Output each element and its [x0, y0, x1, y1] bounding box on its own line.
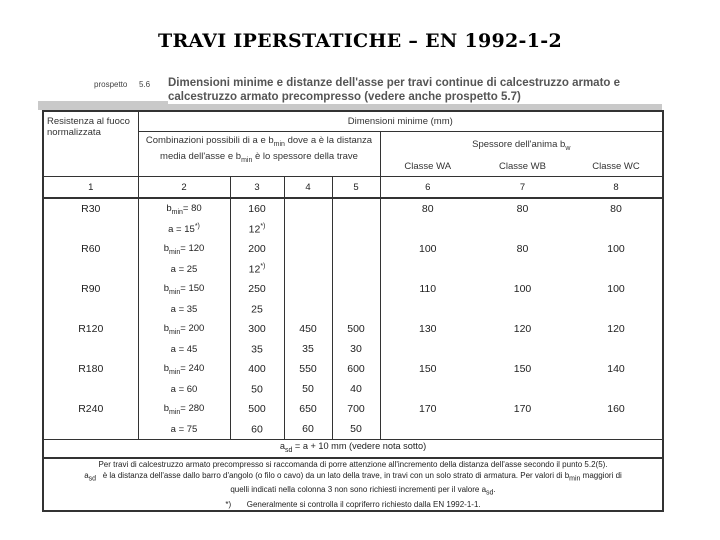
- note-line: Per travi di calcestruzzo armato precompresso si raccomanda di porre attenzione all'incremento della distanza dell'asse secondo il punto 5.2(5).: [98, 459, 608, 469]
- bmin-cell: $b_{min}= 240$: [138, 359, 230, 379]
- table-row: [43, 399, 663, 419]
- col3-a-value: 35: [230, 339, 284, 359]
- fire-class: R180: [78, 363, 104, 375]
- header-fire-resistance: Resistenza al fuoco normalizzata: [43, 111, 138, 177]
- dimensions-table: [42, 110, 664, 512]
- col3-value: 160: [230, 198, 284, 219]
- classe-wb-value: 170: [513, 403, 532, 415]
- classe-wb-value: 100: [513, 283, 532, 295]
- col5-a-value: [332, 259, 380, 279]
- note-line: $a_{sd}$ è la distanza dell'asse dallo barro d'angolo (o filo o cavo) da un lato della trave, in travi con un solo strato di armatura. Per valori di $b_{min}$ maggiori di: [84, 470, 622, 483]
- bmin-cell: $b_{min}= 120$: [138, 239, 230, 259]
- a-cell: a = 35: [138, 299, 230, 319]
- bmin-cell: $b_{min}= 200$: [138, 319, 230, 339]
- header-web-thickness: Spessore dell'anima $b_w$: [380, 132, 663, 157]
- classe-wc-value: 140: [607, 363, 625, 375]
- col3-value: 200: [230, 239, 284, 259]
- header-classe-wc: Classe WC: [570, 156, 663, 177]
- col3-a-value: 50: [230, 379, 284, 399]
- classe-wb-value: 80: [516, 203, 529, 215]
- col-number: 6: [380, 177, 475, 199]
- col-number: 8: [570, 177, 663, 199]
- col4-value: [284, 198, 332, 219]
- fire-class: R30: [81, 203, 101, 215]
- col4-value: 550: [284, 359, 332, 379]
- col4-value: 650: [284, 399, 332, 419]
- table-row: [43, 299, 663, 319]
- col3-a-value: 12*): [230, 259, 284, 279]
- classe-wc-value: 160: [607, 403, 625, 415]
- col3-a-value: 25: [230, 299, 284, 319]
- col5-value: [332, 239, 380, 259]
- scanned-document: [38, 74, 662, 516]
- header-min-dims: Dimensioni minime (mm): [138, 111, 663, 132]
- col5-value: [332, 198, 380, 219]
- table-row: [43, 319, 663, 339]
- classe-wb-value: 120: [513, 323, 532, 335]
- prospetto-number: 5.6: [139, 80, 151, 89]
- col3-value: 300: [230, 319, 284, 339]
- classe-wa-value: 100: [380, 239, 475, 259]
- note-line: *) Generalmente si controlla il copriferro richiesto dalla EN 1992-1-1.: [225, 500, 481, 510]
- classe-wa-value: 80: [380, 198, 475, 219]
- col3-a-value: 12*): [230, 219, 284, 239]
- col-number: 7: [475, 177, 570, 199]
- col5-a-value: [332, 299, 380, 319]
- fire-class: R240: [78, 403, 104, 415]
- col4-a-value: [284, 299, 332, 319]
- table-row: [43, 279, 663, 299]
- table-row: [43, 339, 663, 359]
- col4-a-value: 50: [284, 379, 332, 399]
- classe-wa-value: 170: [380, 399, 475, 419]
- fire-class: R120: [78, 323, 104, 335]
- note-line: quelli indicati nella colonna 3 non sono richiesti incrementi per il valore $a_{sd}$.: [230, 485, 496, 498]
- classe-wc-value: 100: [607, 243, 625, 255]
- col-number: 4: [284, 177, 332, 199]
- header-row-1: [43, 111, 663, 132]
- notes-row: [43, 458, 663, 511]
- col5-a-value: 40: [332, 379, 380, 399]
- bmin-cell: $b_{min}= 150$: [138, 279, 230, 299]
- classe-wc-value: 120: [607, 323, 625, 335]
- col4-a-value: [284, 259, 332, 279]
- a-cell: a = 75: [138, 419, 230, 440]
- classe-wa-value: 150: [380, 359, 475, 379]
- a-cell: a = 60: [138, 379, 230, 399]
- col4-value: [284, 279, 332, 299]
- col4-a-value: 60: [284, 419, 332, 440]
- slide-title: TRAVI IPERSTATICHE – EN 1992-1-2: [158, 30, 562, 52]
- bmin-cell: $b_{min}= 280$: [138, 399, 230, 419]
- col-number: 1: [43, 177, 138, 199]
- classe-wb-value: 80: [516, 243, 529, 255]
- bmin-cell: $b_{min}= 80$: [138, 198, 230, 219]
- col5-a-value: 30: [332, 339, 380, 359]
- notes-block: [43, 458, 663, 511]
- table-row: [43, 379, 663, 399]
- a-cell: a = 25: [138, 259, 230, 279]
- table-row: [43, 219, 663, 239]
- prospetto-title: Dimensioni minime e distanze dell'asse per travi continue di calcestruzzo armato e calcestruzzo armato precompresso (vedere anche prospetto 5.7): [168, 76, 664, 104]
- header-combinations: Combinazioni possibili di a e $b_{min}$ dove a è la distanza media dell'asse e $b_{min}$ è lo spessore della trave: [138, 132, 380, 177]
- fire-class: R90: [81, 283, 101, 295]
- table-row: [43, 198, 663, 219]
- table-row: [43, 419, 663, 440]
- classe-wc-value: 80: [610, 203, 622, 215]
- col3-value: 250: [230, 279, 284, 299]
- col4-value: [284, 239, 332, 259]
- prospetto-label: prospetto: [94, 80, 128, 89]
- col5-value: 600: [332, 359, 380, 379]
- table-row: [43, 359, 663, 379]
- asd-note-row: [43, 440, 663, 458]
- fire-class: R60: [81, 243, 101, 255]
- col4-a-value: 35: [284, 339, 332, 359]
- column-numbers-row: [43, 177, 663, 199]
- col-number: 5: [332, 177, 380, 199]
- a-cell: a = 15*): [138, 219, 230, 239]
- col5-a-value: [332, 219, 380, 239]
- table-row: [43, 259, 663, 279]
- col5-a-value: 50: [332, 419, 380, 440]
- classe-wc-value: 100: [607, 283, 625, 295]
- col-number: 3: [230, 177, 284, 199]
- col5-value: 500: [332, 319, 380, 339]
- col4-a-value: [284, 219, 332, 239]
- col3-value: 400: [230, 359, 284, 379]
- col3-value: 500: [230, 399, 284, 419]
- col3-a-value: 60: [230, 419, 284, 440]
- classe-wa-value: 110: [380, 279, 475, 299]
- col-number: 2: [138, 177, 230, 199]
- header-classe-wb: Classe WB: [475, 156, 570, 177]
- asd-note: $a_{sd} = a + 10$ mm (vedere nota sotto): [43, 440, 663, 458]
- col4-value: 450: [284, 319, 332, 339]
- a-cell: a = 45: [138, 339, 230, 359]
- classe-wa-value: 130: [380, 319, 475, 339]
- col5-value: [332, 279, 380, 299]
- header-classe-wa: Classe WA: [380, 156, 475, 177]
- table-row: [43, 239, 663, 259]
- classe-wb-value: 150: [513, 363, 532, 375]
- col5-value: 700: [332, 399, 380, 419]
